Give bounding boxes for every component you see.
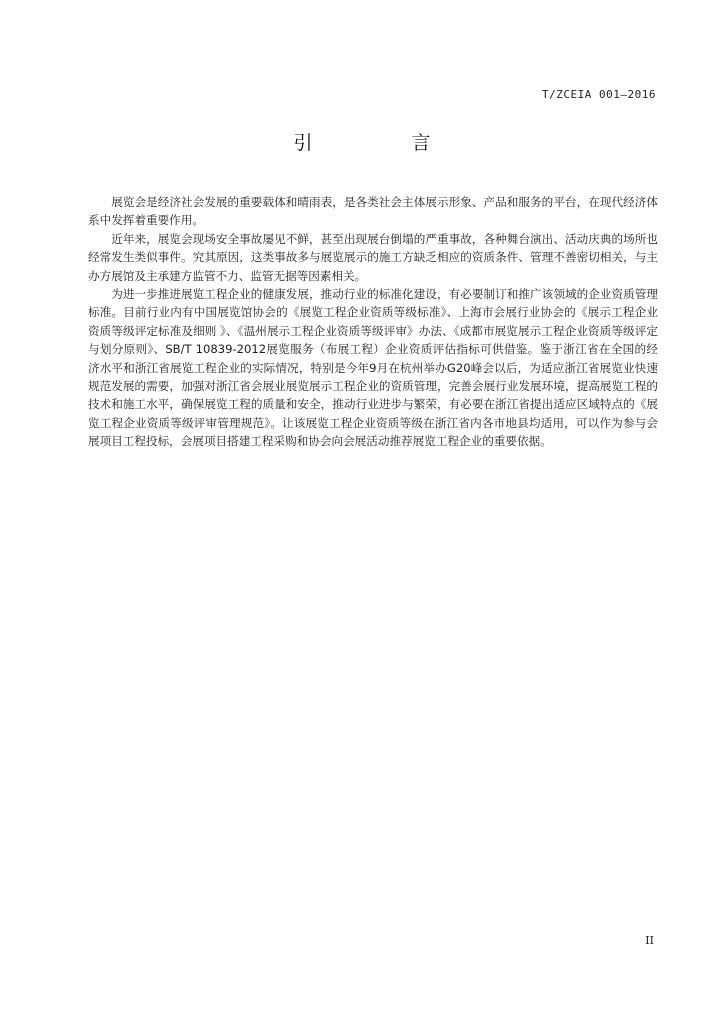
paragraph: 近年来，展览会现场安全事故屡见不鲜，甚至出现展台倒塌的严重事故，各种舞台演出、活动庆典的场所也经常发生类似事件。究其原因，这类事故多与展览展示的施工方缺乏相应的资质条件、管理不善密切相关，与主办方展馆及主承建方监管不力、监管无据等因素相关。 [88,231,658,283]
section-title: 引 言 [293,132,471,154]
paragraph: 展览会是经济社会发展的重要载体和晴雨表，是各类社会主体展示形象、产品和服务的平台，在现代经济体系中发挥着重要作用。 [88,195,658,228]
body-text [88,193,658,451]
document-code: T/ZCEIA 001—2016 [542,88,656,101]
paragraph: 为进一步推进展览工程企业的健康发展，推动行业的标准化建设，有必要制订和推广该领域的企业资质管理标准。目前行业内有中国展览馆协会的《展览工程企业资质等级标准》、上海市会展行业协会的《展示工程企业资质等级评定标准及细则 》、《温州展示工程企业资质等级评审》办法、《成都市展览展示工程企业资质等级评定与划分原则》、SB/T 10839-2012展览服务（布展工程）企业资质评估指标可供借鉴。鉴于浙江省在全国的经济水平和浙江省展览工程企业的实际情况，特别是今年9月在杭州举办G20峰会以后，为适应浙江省展览业快速规范发展的需要，加强对浙江省会展业展览展示工程企业的资质管理，完善会展行业发展环境，提高展览工程的技术和施工水平，确保展览工程的质量和安全，推动行业进步与繁荣，有必要在浙江省提出适应区域特点的《展览工程企业资质等级评审管理规范》。让该展览工程企业资质等级在浙江省内各市地县均适用，可以作为参与会展项目工程投标，会展项目搭建工程采购和协会向会展活动推荐展览工程企业的重要依据。 [88,287,658,449]
page-number: II [645,934,654,947]
